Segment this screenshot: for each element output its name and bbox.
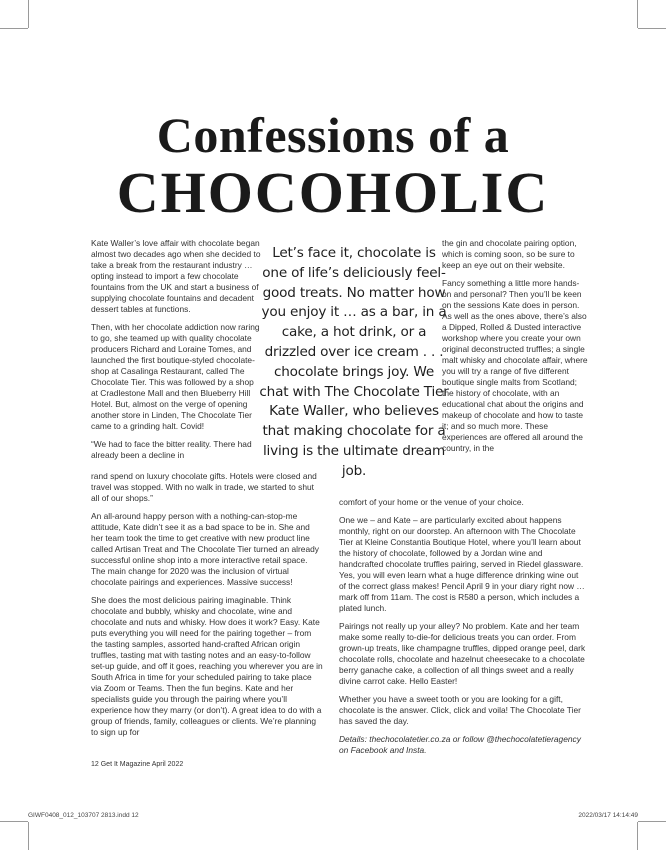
paragraph: comfort of your home or the venue of your choice. <box>339 497 524 507</box>
crop-mark <box>0 821 28 822</box>
pull-quote: Let’s face it, chocolate is one of life’s deliciously feel-good treats. No matter how you enjoy it … as a bar, in a cake, a hot drink, or a drizzled over ice cream . . . chocolate brings joy. We chat with The Chocolate Tier Kate Waller, who believes that making chocolate for a living is the ultimate dream job. <box>259 245 449 479</box>
paragraph: An all-around happy person with a nothing-can-stop-me attitude, Kate didn’t see it as a bad space to be in. She and her team took the time to get creative with new product line called Artisan Treat and The Chocolate Tier turned an already successful online shop into a more interactive retail space. The main change for 2020 was the inclusion of virtual chocolate pairings and experiences. Massive success! <box>91 511 319 587</box>
crop-mark <box>28 822 29 850</box>
left-column <box>91 238 263 461</box>
crop-mark <box>638 821 666 822</box>
paragraph: One we – and Kate – are particularly excited about happens monthly, right on our doorstep. An afternoon with The Chocolate Tier at Kleine Constantia Boutique Hotel, where you’ll learn about the history of chocolate, followed by a Jordan wine and handcrafted chocolate truffles pairing, served in Riedel glassware. Yes, you will even learn what a huge difference drinking wine out of the correct glass makes! Pencil April 9 in your diary right now … mark off from 11am. The cost is R580 a person, which includes a plated lunch. <box>339 515 585 613</box>
wide-right-column <box>339 497 587 763</box>
title-line-1: Confessions of a <box>156 107 510 163</box>
paragraph: “We had to face the bitter reality. There had already been a decline in <box>91 439 252 460</box>
paragraph: Kate Waller’s love affair with chocolate began almost two decades ago when she decided to take a break from the restaurant industry … opting instead to import a few chocolate fountains from the UK and start a business of supplying chocolate fountains and decadent dessert tables at functions. <box>91 238 261 314</box>
wide-left-column <box>91 471 323 745</box>
paragraph: Then, with her chocolate addiction now raring to go, she teamed up with quality chocolate producers Richard and Loraine Tomes, and launched the first boutique-styled chocolate-shop at Casalinga Restaurant, called The Chocolate Tier. This was followed by a shop at Cradlestone Mall and then Blueberry Hill Hotel. But, almost on the verge of opening another store in Linden, The Chocolate Tier came to a grinding halt. Covid! <box>91 322 260 431</box>
crop-mark <box>637 822 638 850</box>
title-line-2: CHOCOHOLIC <box>116 160 550 225</box>
paragraph: Whether you have a sweet tooth or you are looking for a gift, chocolate is the answer. Click, click and voila! The Chocolate Tier has saved the day. <box>339 694 581 726</box>
paragraph: She does the most delicious pairing imaginable. Think chocolate and bubbly, whisky and chocolate, wine and chocolate and nuts and whisky. How does it work? Easy. Kate puts everything you will need for the pairing together – from the tasting samples, assorted hand-crafted African origin truffles, tasting mat with tasting notes and an easy-to-follow set-up guide, and off it goes, reaching you wherever you are in South Africa in time for your scheduled pairing to take place via Zoom or Teams. Then the fun begins. Kate and her specialists guide you through the pairing where you’ll experience how they marry (or don’t). A great idea to do with a group of friends, family, colleagues or clients. We’re planning to sign up for <box>91 595 323 737</box>
print-slug-right: 2022/03/17 14:14:49 <box>578 812 638 819</box>
print-slug-left: GIWF0408_012_103707 2813.indd 12 <box>28 812 139 819</box>
paragraph: Fancy something a little more hands-on and personal? Then you’ll be keen on the sessions Kate does in person. As well as the ones above, there’s also a Dipped, Rolled & Dusted interactive workshop where you create your own original deconstructed truffles; a single malt whisky and chocolate affair, where you will try a range of five different boutique single malts from Scotland; the history of chocolate, with an educational chat about the origins and makeup of chocolate and how to taste it; and so much more. These experiences are offered all around the country, in the <box>442 278 588 453</box>
paragraph: the gin and chocolate pairing option, which is coming soon, so be sure to keep an eye out on their website. <box>442 238 577 270</box>
right-column <box>442 238 588 461</box>
crop-mark <box>0 28 28 29</box>
details-credit: Details: thechocolatetier.co.za or follow @thechocolatetieragency on Facebook and Insta. <box>339 734 581 755</box>
article-title <box>0 108 666 224</box>
paragraph: Pairings not really up your alley? No problem. Kate and her team make some really to-die-for delicious treats you can order. From grown-up treats, like champagne truffles, dipped orange peel, dark chocolate rolls, chocolate and hazelnut cheesecake to a chocolate berry ganache cake, a collection of all things sweet and a really divine carrot cake. Hello Easter! <box>339 621 586 686</box>
paragraph: rand spend on luxury chocolate gifts. Hotels were closed and travel was stopped. With no walk in trade, we started to shut all of our shops.” <box>91 471 317 503</box>
crop-mark <box>638 28 666 29</box>
crop-mark <box>28 0 29 28</box>
crop-mark <box>637 0 638 28</box>
page-footer: 12 Get It Magazine April 2022 <box>91 761 184 768</box>
